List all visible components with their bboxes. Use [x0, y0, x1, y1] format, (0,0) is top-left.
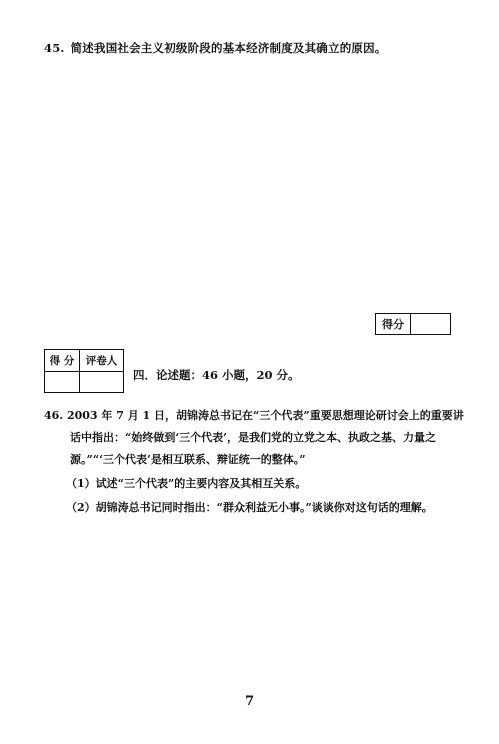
grader-name-header: 评卷人 — [85, 355, 118, 367]
question-46-sub-1: （1）试述“三个代表”的主要内容及其相互关系。 — [66, 477, 307, 490]
question-45-text: 简述我国社会主义初级阶段的基本经济制度及其确立的原因。 — [70, 41, 387, 55]
grader-name-cell[interactable] — [80, 372, 123, 393]
grader-score-header: 得 分 — [45, 350, 80, 371]
section-4-title: 四．论述题：46 小题，20 分。 — [133, 368, 300, 382]
grader-table — [44, 349, 124, 393]
grader-score-cell[interactable] — [45, 372, 80, 393]
grader-table-header-row — [45, 350, 123, 371]
grader-table-value-row — [45, 371, 123, 393]
score-box-label: 得分 — [376, 314, 411, 334]
score-box — [375, 313, 451, 335]
question-45-number: 45. — [44, 41, 65, 55]
question-46 — [44, 405, 464, 519]
question-46-line-3: 源。”“‘三个代表’是相互联系、辩证统一的整体。” — [70, 453, 306, 466]
question-46-sub-2: （2）胡锦涛总书记同时指出：“群众利益无小事。”谈谈你对这句话的理解。 — [66, 501, 433, 514]
score-box-value[interactable] — [411, 314, 450, 334]
question-46-line-1: 46. 2003 年 7 月 1 日，胡锦涛总书记在“三个代表”重要思想理论研讨会上的重要讲 — [44, 409, 464, 422]
question-45 — [44, 40, 387, 56]
page-number: 7 — [244, 694, 255, 709]
question-46-line-2: 话中指出：“始终做到‘三个代表’，是我们党的立党之本、执政之基、力量之 — [70, 431, 436, 444]
